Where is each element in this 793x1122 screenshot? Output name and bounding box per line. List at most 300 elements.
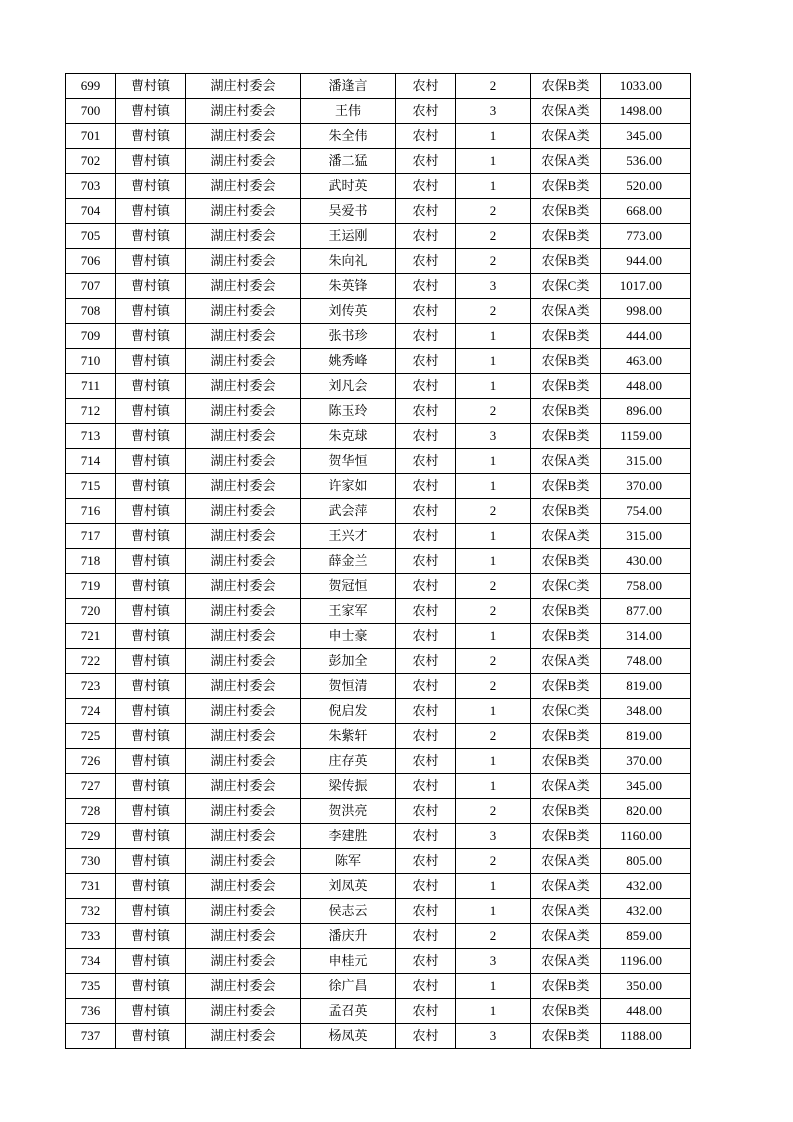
person-count-cell: 2 [456,74,531,99]
household-type-cell: 农村 [396,274,456,299]
village-committee-cell: 湖庄村委会 [186,324,301,349]
person-name-cell: 姚秀峰 [301,349,396,374]
household-type-cell: 农村 [396,849,456,874]
insurance-category-cell: 农保B类 [531,824,601,849]
household-type-cell: 农村 [396,324,456,349]
table-row [66,899,691,924]
amount-cell: 350.00 [601,974,691,999]
household-type-cell: 农村 [396,999,456,1024]
person-name-cell: 陈玉玲 [301,399,396,424]
insurance-category-cell: 农保B类 [531,399,601,424]
insurance-category-cell: 农保A类 [531,449,601,474]
household-type-cell: 农村 [396,449,456,474]
household-type-cell: 农村 [396,699,456,724]
town-cell: 曹村镇 [116,674,186,699]
household-type-cell: 农村 [396,424,456,449]
household-type-cell: 农村 [396,74,456,99]
person-count-cell: 1 [456,474,531,499]
person-count-cell: 2 [456,674,531,699]
serial-number-cell: 729 [66,824,116,849]
table-row [66,549,691,574]
serial-number-cell: 708 [66,299,116,324]
amount-cell: 448.00 [601,374,691,399]
person-count-cell: 1 [456,549,531,574]
person-name-cell: 贺华恒 [301,449,396,474]
town-cell: 曹村镇 [116,899,186,924]
household-type-cell: 农村 [396,1024,456,1049]
table-row [66,199,691,224]
serial-number-cell: 710 [66,349,116,374]
serial-number-cell: 703 [66,174,116,199]
serial-number-cell: 711 [66,374,116,399]
town-cell: 曹村镇 [116,99,186,124]
person-count-cell: 2 [456,599,531,624]
person-count-cell: 1 [456,174,531,199]
village-committee-cell: 湖庄村委会 [186,774,301,799]
household-type-cell: 农村 [396,724,456,749]
table-row [66,174,691,199]
person-count-cell: 2 [456,224,531,249]
person-count-cell: 1 [456,524,531,549]
village-committee-cell: 湖庄村委会 [186,424,301,449]
amount-cell: 1160.00 [601,824,691,849]
table-row [66,699,691,724]
village-committee-cell: 湖庄村委会 [186,574,301,599]
village-committee-cell: 湖庄村委会 [186,974,301,999]
table-row [66,774,691,799]
insurance-category-cell: 农保A类 [531,99,601,124]
person-count-cell: 1 [456,374,531,399]
serial-number-cell: 720 [66,599,116,624]
household-type-cell: 农村 [396,349,456,374]
table-row [66,474,691,499]
serial-number-cell: 706 [66,249,116,274]
town-cell: 曹村镇 [116,224,186,249]
insurance-category-cell: 农保B类 [531,224,601,249]
village-committee-cell: 湖庄村委会 [186,174,301,199]
person-count-cell: 1 [456,349,531,374]
person-count-cell: 2 [456,649,531,674]
household-type-cell: 农村 [396,799,456,824]
insurance-category-cell: 农保A类 [531,899,601,924]
insurance-category-cell: 农保B类 [531,674,601,699]
insurance-category-cell: 农保B类 [531,474,601,499]
village-committee-cell: 湖庄村委会 [186,299,301,324]
table-row [66,974,691,999]
town-cell: 曹村镇 [116,474,186,499]
table-row [66,324,691,349]
town-cell: 曹村镇 [116,74,186,99]
table-row [66,649,691,674]
table-row [66,249,691,274]
table-row [66,999,691,1024]
household-type-cell: 农村 [396,124,456,149]
household-type-cell: 农村 [396,924,456,949]
insurance-category-cell: 农保A类 [531,849,601,874]
person-name-cell: 梁传振 [301,774,396,799]
table-row [66,874,691,899]
person-count-cell: 3 [456,824,531,849]
village-committee-cell: 湖庄村委会 [186,999,301,1024]
person-name-cell: 王兴才 [301,524,396,549]
benefits-table [65,73,691,1049]
insurance-category-cell: 农保B类 [531,499,601,524]
insurance-category-cell: 农保B类 [531,749,601,774]
amount-cell: 1188.00 [601,1024,691,1049]
town-cell: 曹村镇 [116,999,186,1024]
serial-number-cell: 727 [66,774,116,799]
village-committee-cell: 湖庄村委会 [186,74,301,99]
town-cell: 曹村镇 [116,124,186,149]
person-count-cell: 3 [456,99,531,124]
village-committee-cell: 湖庄村委会 [186,274,301,299]
insurance-category-cell: 农保B类 [531,424,601,449]
person-name-cell: 朱英锋 [301,274,396,299]
person-name-cell: 刘凡会 [301,374,396,399]
insurance-category-cell: 农保B类 [531,174,601,199]
town-cell: 曹村镇 [116,274,186,299]
village-committee-cell: 湖庄村委会 [186,874,301,899]
serial-number-cell: 700 [66,99,116,124]
town-cell: 曹村镇 [116,149,186,174]
table-row [66,124,691,149]
village-committee-cell: 湖庄村委会 [186,549,301,574]
household-type-cell: 农村 [396,299,456,324]
serial-number-cell: 721 [66,624,116,649]
household-type-cell: 农村 [396,199,456,224]
household-type-cell: 农村 [396,249,456,274]
serial-number-cell: 709 [66,324,116,349]
household-type-cell: 农村 [396,974,456,999]
person-name-cell: 王伟 [301,99,396,124]
village-committee-cell: 湖庄村委会 [186,124,301,149]
person-count-cell: 1 [456,324,531,349]
town-cell: 曹村镇 [116,324,186,349]
person-name-cell: 王家军 [301,599,396,624]
town-cell: 曹村镇 [116,699,186,724]
village-committee-cell: 湖庄村委会 [186,449,301,474]
village-committee-cell: 湖庄村委会 [186,849,301,874]
household-type-cell: 农村 [396,599,456,624]
person-name-cell: 朱全伟 [301,124,396,149]
person-count-cell: 3 [456,1024,531,1049]
person-name-cell: 潘二猛 [301,149,396,174]
person-name-cell: 侯志云 [301,899,396,924]
table-row [66,849,691,874]
amount-cell: 877.00 [601,599,691,624]
table-row [66,274,691,299]
serial-number-cell: 737 [66,1024,116,1049]
amount-cell: 370.00 [601,474,691,499]
person-count-cell: 1 [456,124,531,149]
amount-cell: 444.00 [601,324,691,349]
person-name-cell: 徐广昌 [301,974,396,999]
table-row [66,149,691,174]
insurance-category-cell: 农保C类 [531,574,601,599]
town-cell: 曹村镇 [116,499,186,524]
insurance-category-cell: 农保B类 [531,549,601,574]
person-count-cell: 2 [456,574,531,599]
serial-number-cell: 731 [66,874,116,899]
table-row [66,374,691,399]
household-type-cell: 农村 [396,749,456,774]
table-row [66,949,691,974]
village-committee-cell: 湖庄村委会 [186,224,301,249]
town-cell: 曹村镇 [116,974,186,999]
amount-cell: 432.00 [601,874,691,899]
amount-cell: 315.00 [601,449,691,474]
town-cell: 曹村镇 [116,649,186,674]
village-committee-cell: 湖庄村委会 [186,799,301,824]
person-name-cell: 倪启发 [301,699,396,724]
person-count-cell: 2 [456,499,531,524]
person-name-cell: 申士豪 [301,624,396,649]
village-committee-cell: 湖庄村委会 [186,399,301,424]
insurance-category-cell: 农保C类 [531,699,601,724]
insurance-category-cell: 农保C类 [531,274,601,299]
household-type-cell: 农村 [396,774,456,799]
person-name-cell: 朱向礼 [301,249,396,274]
town-cell: 曹村镇 [116,724,186,749]
town-cell: 曹村镇 [116,799,186,824]
amount-cell: 1159.00 [601,424,691,449]
serial-number-cell: 725 [66,724,116,749]
insurance-category-cell: 农保A类 [531,649,601,674]
household-type-cell: 农村 [396,674,456,699]
serial-number-cell: 702 [66,149,116,174]
village-committee-cell: 湖庄村委会 [186,1024,301,1049]
table-row [66,624,691,649]
amount-cell: 314.00 [601,624,691,649]
amount-cell: 1498.00 [601,99,691,124]
household-type-cell: 农村 [396,374,456,399]
serial-number-cell: 728 [66,799,116,824]
town-cell: 曹村镇 [116,424,186,449]
village-committee-cell: 湖庄村委会 [186,99,301,124]
insurance-category-cell: 农保B类 [531,624,601,649]
amount-cell: 819.00 [601,724,691,749]
insurance-category-cell: 农保A类 [531,874,601,899]
household-type-cell: 农村 [396,549,456,574]
table-row [66,99,691,124]
person-name-cell: 彭加全 [301,649,396,674]
serial-number-cell: 712 [66,399,116,424]
table-row [66,524,691,549]
person-count-cell: 1 [456,974,531,999]
person-count-cell: 1 [456,699,531,724]
town-cell: 曹村镇 [116,624,186,649]
insurance-category-cell: 农保B类 [531,324,601,349]
person-name-cell: 陈军 [301,849,396,874]
town-cell: 曹村镇 [116,1024,186,1049]
serial-number-cell: 707 [66,274,116,299]
serial-number-cell: 717 [66,524,116,549]
amount-cell: 448.00 [601,999,691,1024]
serial-number-cell: 704 [66,199,116,224]
insurance-category-cell: 农保B类 [531,1024,601,1049]
household-type-cell: 农村 [396,474,456,499]
amount-cell: 896.00 [601,399,691,424]
amount-cell: 773.00 [601,224,691,249]
table-row [66,749,691,774]
serial-number-cell: 718 [66,549,116,574]
table-row [66,599,691,624]
person-name-cell: 贺恒清 [301,674,396,699]
table-row [66,224,691,249]
person-count-cell: 2 [456,249,531,274]
town-cell: 曹村镇 [116,849,186,874]
amount-cell: 430.00 [601,549,691,574]
person-count-cell: 2 [456,799,531,824]
serial-number-cell: 699 [66,74,116,99]
amount-cell: 819.00 [601,674,691,699]
town-cell: 曹村镇 [116,249,186,274]
amount-cell: 668.00 [601,199,691,224]
village-committee-cell: 湖庄村委会 [186,624,301,649]
serial-number-cell: 723 [66,674,116,699]
village-committee-cell: 湖庄村委会 [186,749,301,774]
table-body [66,74,691,1049]
person-count-cell: 3 [456,949,531,974]
serial-number-cell: 726 [66,749,116,774]
amount-cell: 859.00 [601,924,691,949]
person-name-cell: 贺冠恒 [301,574,396,599]
household-type-cell: 农村 [396,899,456,924]
insurance-category-cell: 农保A类 [531,524,601,549]
table-row [66,499,691,524]
serial-number-cell: 736 [66,999,116,1024]
amount-cell: 348.00 [601,699,691,724]
amount-cell: 944.00 [601,249,691,274]
insurance-category-cell: 农保B类 [531,374,601,399]
serial-number-cell: 724 [66,699,116,724]
person-name-cell: 李建胜 [301,824,396,849]
village-committee-cell: 湖庄村委会 [186,949,301,974]
person-count-cell: 2 [456,724,531,749]
amount-cell: 820.00 [601,799,691,824]
person-name-cell: 孟召英 [301,999,396,1024]
person-count-cell: 3 [456,274,531,299]
village-committee-cell: 湖庄村委会 [186,199,301,224]
household-type-cell: 农村 [396,99,456,124]
serial-number-cell: 715 [66,474,116,499]
household-type-cell: 农村 [396,649,456,674]
village-committee-cell: 湖庄村委会 [186,474,301,499]
insurance-category-cell: 农保B类 [531,999,601,1024]
village-committee-cell: 湖庄村委会 [186,599,301,624]
insurance-category-cell: 农保A类 [531,149,601,174]
person-name-cell: 贺洪亮 [301,799,396,824]
household-type-cell: 农村 [396,524,456,549]
town-cell: 曹村镇 [116,174,186,199]
person-count-cell: 1 [456,899,531,924]
amount-cell: 805.00 [601,849,691,874]
insurance-category-cell: 农保B类 [531,799,601,824]
amount-cell: 432.00 [601,899,691,924]
person-count-cell: 2 [456,924,531,949]
village-committee-cell: 湖庄村委会 [186,349,301,374]
village-committee-cell: 湖庄村委会 [186,499,301,524]
insurance-category-cell: 农保A类 [531,774,601,799]
person-name-cell: 刘传英 [301,299,396,324]
insurance-category-cell: 农保B类 [531,349,601,374]
amount-cell: 998.00 [601,299,691,324]
insurance-category-cell: 农保B类 [531,199,601,224]
person-name-cell: 薛金兰 [301,549,396,574]
household-type-cell: 农村 [396,574,456,599]
table-row [66,74,691,99]
table-row [66,724,691,749]
village-committee-cell: 湖庄村委会 [186,524,301,549]
person-name-cell: 刘凤英 [301,874,396,899]
person-name-cell: 申桂元 [301,949,396,974]
insurance-category-cell: 农保A类 [531,949,601,974]
insurance-category-cell: 农保B类 [531,74,601,99]
household-type-cell: 农村 [396,824,456,849]
person-count-cell: 1 [456,449,531,474]
village-committee-cell: 湖庄村委会 [186,149,301,174]
serial-number-cell: 705 [66,224,116,249]
serial-number-cell: 716 [66,499,116,524]
town-cell: 曹村镇 [116,824,186,849]
serial-number-cell: 732 [66,899,116,924]
person-count-cell: 1 [456,999,531,1024]
insurance-category-cell: 农保B类 [531,599,601,624]
amount-cell: 754.00 [601,499,691,524]
table-row [66,349,691,374]
household-type-cell: 农村 [396,174,456,199]
town-cell: 曹村镇 [116,549,186,574]
amount-cell: 463.00 [601,349,691,374]
town-cell: 曹村镇 [116,949,186,974]
household-type-cell: 农村 [396,224,456,249]
amount-cell: 315.00 [601,524,691,549]
village-committee-cell: 湖庄村委会 [186,824,301,849]
amount-cell: 1196.00 [601,949,691,974]
town-cell: 曹村镇 [116,399,186,424]
village-committee-cell: 湖庄村委会 [186,649,301,674]
village-committee-cell: 湖庄村委会 [186,674,301,699]
person-count-cell: 1 [456,149,531,174]
person-name-cell: 朱紫轩 [301,724,396,749]
household-type-cell: 农村 [396,874,456,899]
amount-cell: 1017.00 [601,274,691,299]
serial-number-cell: 735 [66,974,116,999]
person-count-cell: 2 [456,399,531,424]
table-row [66,824,691,849]
town-cell: 曹村镇 [116,574,186,599]
town-cell: 曹村镇 [116,349,186,374]
village-committee-cell: 湖庄村委会 [186,724,301,749]
amount-cell: 1033.00 [601,74,691,99]
person-name-cell: 庄存英 [301,749,396,774]
person-name-cell: 王运刚 [301,224,396,249]
table-row [66,399,691,424]
amount-cell: 758.00 [601,574,691,599]
town-cell: 曹村镇 [116,199,186,224]
town-cell: 曹村镇 [116,749,186,774]
person-count-cell: 2 [456,849,531,874]
table-row [66,674,691,699]
insurance-category-cell: 农保A类 [531,299,601,324]
serial-number-cell: 722 [66,649,116,674]
table-row [66,299,691,324]
person-count-cell: 1 [456,749,531,774]
town-cell: 曹村镇 [116,374,186,399]
village-committee-cell: 湖庄村委会 [186,699,301,724]
amount-cell: 345.00 [601,124,691,149]
serial-number-cell: 719 [66,574,116,599]
